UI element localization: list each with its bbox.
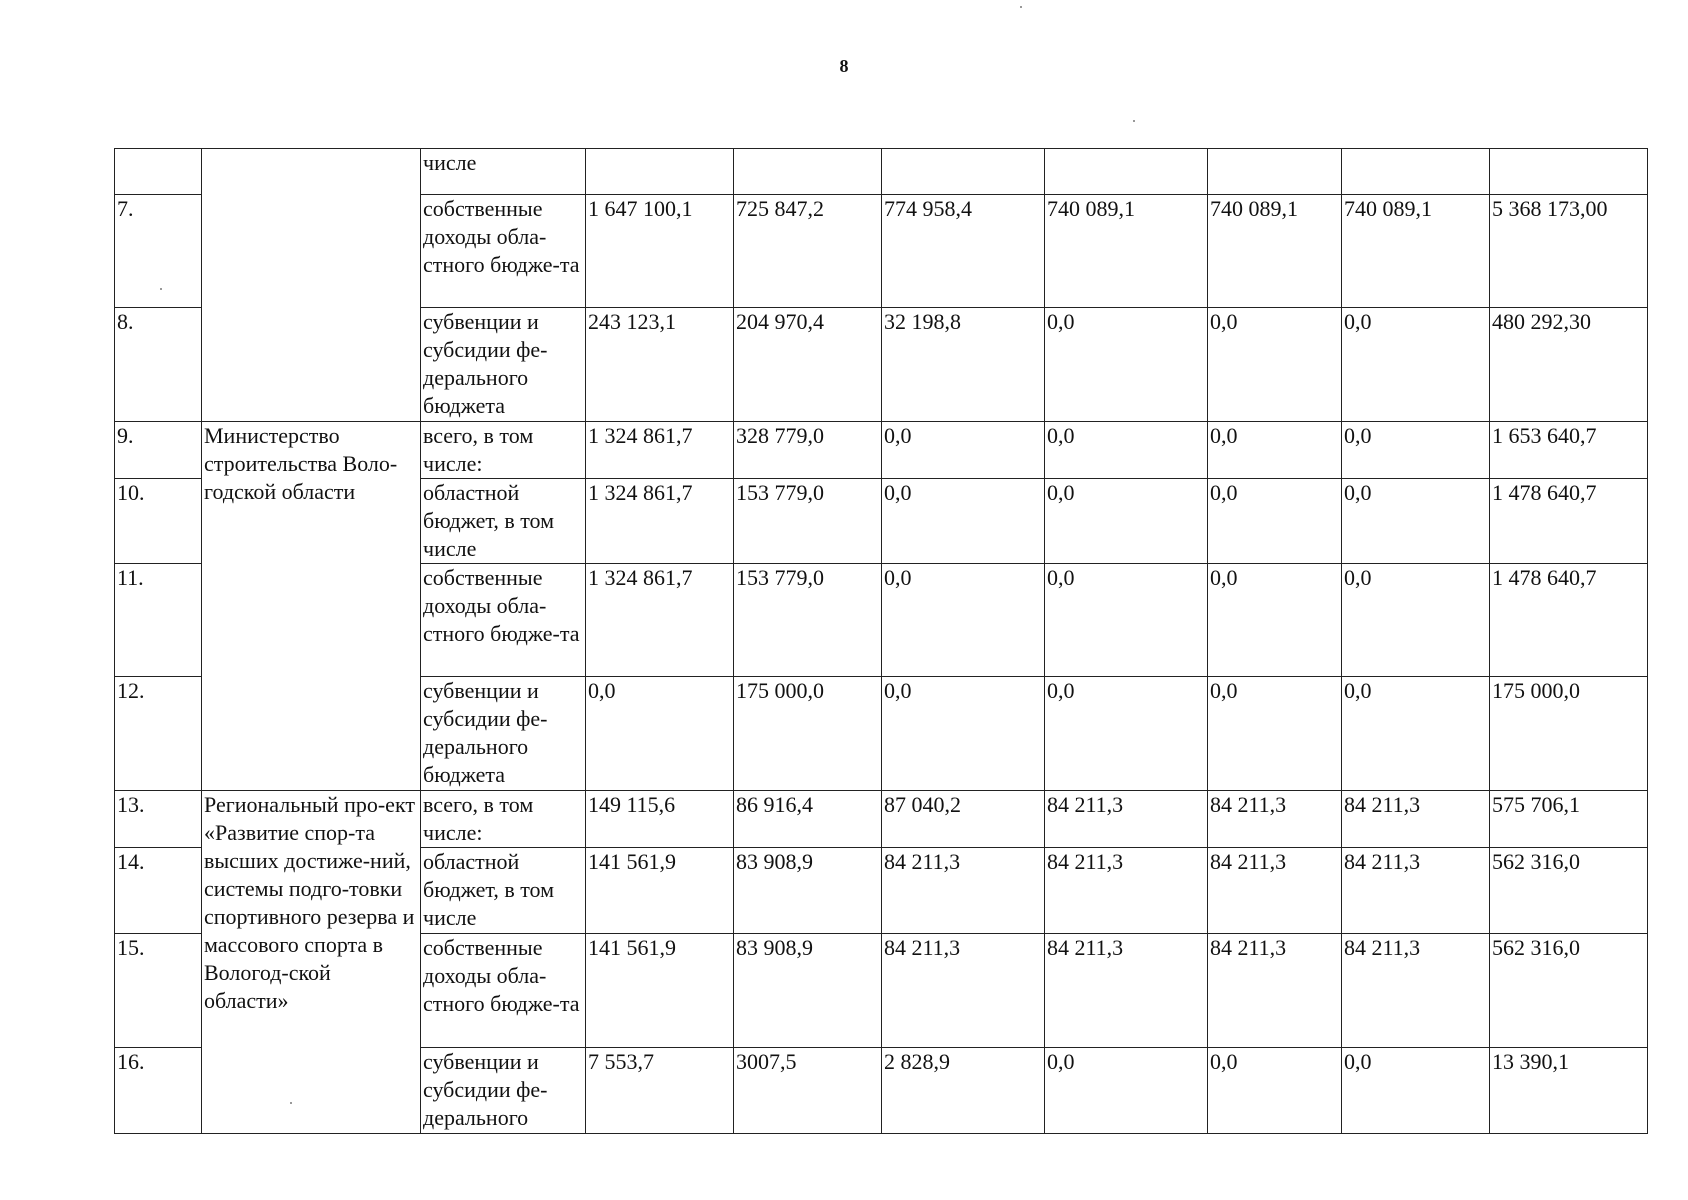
value-cell: 0,0 — [1045, 564, 1208, 677]
value-cell: 83 908,9 — [734, 848, 882, 934]
table-row — [115, 149, 1648, 195]
row-number: 9. — [115, 422, 202, 479]
value-cell: 725 847,2 — [734, 195, 882, 308]
value-cell: 153 779,0 — [734, 479, 882, 564]
total-cell: 562 316,0 — [1490, 934, 1648, 1048]
total-cell: 1 478 640,7 — [1490, 564, 1648, 677]
executor-cell-empty — [202, 149, 421, 422]
value-cell: 153 779,0 — [734, 564, 882, 677]
value-cell: 204 970,4 — [734, 308, 882, 422]
value-cell: 0,0 — [1342, 564, 1490, 677]
value-cell — [1208, 149, 1342, 195]
value-cell: 3007,5 — [734, 1048, 882, 1134]
value-cell: 0,0 — [1208, 677, 1342, 791]
funding-source: собственные доходы обла-стного бюдже-та — [421, 934, 586, 1048]
value-cell: 0,0 — [882, 677, 1045, 791]
total-cell: 5 368 173,00 — [1490, 195, 1648, 308]
executor-ministry: Министерство строительства Воло-годской области — [202, 422, 421, 791]
value-cell: 774 958,4 — [882, 195, 1045, 308]
value-cell: 740 089,1 — [1208, 195, 1342, 308]
value-cell: 0,0 — [1342, 479, 1490, 564]
value-cell: 84 211,3 — [882, 934, 1045, 1048]
value-cell: 0,0 — [1045, 422, 1208, 479]
funding-source: собственные доходы обла-стного бюдже-та — [421, 195, 586, 308]
value-cell: 84 211,3 — [1342, 848, 1490, 934]
value-cell: 86 916,4 — [734, 791, 882, 848]
value-cell: 7 553,7 — [586, 1048, 734, 1134]
value-cell: 141 561,9 — [586, 934, 734, 1048]
value-cell: 0,0 — [882, 422, 1045, 479]
total-cell: 175 000,0 — [1490, 677, 1648, 791]
value-cell: 175 000,0 — [734, 677, 882, 791]
value-cell: 83 908,9 — [734, 934, 882, 1048]
budget-table — [114, 148, 1648, 1134]
value-cell — [586, 149, 734, 195]
value-cell: 0,0 — [1342, 1048, 1490, 1134]
row-number: 12. — [115, 677, 202, 791]
value-cell: 0,0 — [1045, 308, 1208, 422]
total-cell: 480 292,30 — [1490, 308, 1648, 422]
funding-source: областной бюджет, в том числе — [421, 479, 586, 564]
funding-source: всего, в том числе: — [421, 791, 586, 848]
value-cell: 740 089,1 — [1342, 195, 1490, 308]
value-cell: 328 779,0 — [734, 422, 882, 479]
value-cell: 149 115,6 — [586, 791, 734, 848]
row-number: 7. — [115, 195, 202, 308]
value-cell: 1 647 100,1 — [586, 195, 734, 308]
value-cell: 32 198,8 — [882, 308, 1045, 422]
value-cell: 740 089,1 — [1045, 195, 1208, 308]
funding-source: субвенции и субсидии фе-дерального бюджета — [421, 677, 586, 791]
total-cell: 562 316,0 — [1490, 848, 1648, 934]
value-cell: 84 211,3 — [1208, 791, 1342, 848]
value-cell: 243 123,1 — [586, 308, 734, 422]
value-cell — [1045, 149, 1208, 195]
value-cell: 84 211,3 — [1342, 791, 1490, 848]
scan-speck — [1133, 120, 1135, 122]
value-cell: 0,0 — [1208, 564, 1342, 677]
scan-speck — [290, 1102, 292, 1104]
value-cell — [882, 149, 1045, 195]
scan-speck — [160, 288, 162, 290]
value-cell: 87 040,2 — [882, 791, 1045, 848]
row-number: 16. — [115, 1048, 202, 1134]
scan-speck — [1020, 6, 1022, 8]
value-cell: 0,0 — [1208, 308, 1342, 422]
total-cell: 1 653 640,7 — [1490, 422, 1648, 479]
table-row — [115, 422, 1648, 479]
funding-source: всего, в том числе: — [421, 422, 586, 479]
value-cell: 84 211,3 — [1208, 848, 1342, 934]
value-cell: 1 324 861,7 — [586, 479, 734, 564]
value-cell: 84 211,3 — [1045, 848, 1208, 934]
value-cell: 84 211,3 — [1045, 791, 1208, 848]
value-cell: 2 828,9 — [882, 1048, 1045, 1134]
value-cell: 0,0 — [1342, 308, 1490, 422]
value-cell: 0,0 — [1342, 422, 1490, 479]
value-cell: 141 561,9 — [586, 848, 734, 934]
page-number: 8 — [839, 56, 849, 76]
value-cell: 0,0 — [882, 479, 1045, 564]
value-cell: 0,0 — [1045, 479, 1208, 564]
value-cell: 1 324 861,7 — [586, 422, 734, 479]
value-cell: 84 211,3 — [882, 848, 1045, 934]
total-cell: 1 478 640,7 — [1490, 479, 1648, 564]
table-body — [115, 149, 1648, 1134]
table-row — [115, 791, 1648, 848]
value-cell: 0,0 — [1045, 677, 1208, 791]
value-cell — [734, 149, 882, 195]
value-cell: 84 211,3 — [1342, 934, 1490, 1048]
value-cell: 0,0 — [1208, 422, 1342, 479]
value-cell: 0,0 — [882, 564, 1045, 677]
total-cell: 13 390,1 — [1490, 1048, 1648, 1134]
funding-source: субвенции и субсидии фе-дерального — [421, 1048, 586, 1134]
executor-regional-project: Региональный про-ект «Развитие спор-та высших достиже-ний, системы подго-товки спортивного резерва и массового спорта в Вологод-ской области» — [202, 791, 421, 1134]
row-number: 13. — [115, 791, 202, 848]
value-cell: 1 324 861,7 — [586, 564, 734, 677]
value-cell: 0,0 — [1342, 677, 1490, 791]
funding-source: областной бюджет, в том числе — [421, 848, 586, 934]
row-number: 10. — [115, 479, 202, 564]
value-cell: 84 211,3 — [1208, 934, 1342, 1048]
funding-source: собственные доходы обла-стного бюдже-та — [421, 564, 586, 677]
row-number: 15. — [115, 934, 202, 1048]
row-number — [115, 149, 202, 195]
total-cell — [1490, 149, 1648, 195]
value-cell: 0,0 — [1208, 1048, 1342, 1134]
total-cell: 575 706,1 — [1490, 791, 1648, 848]
row-number: 8. — [115, 308, 202, 422]
funding-source: числе — [421, 149, 586, 195]
funding-source: субвенции и субсидии фе-дерального бюджета — [421, 308, 586, 422]
value-cell: 0,0 — [1208, 479, 1342, 564]
value-cell — [1342, 149, 1490, 195]
value-cell: 0,0 — [586, 677, 734, 791]
row-number: 14. — [115, 848, 202, 934]
row-number: 11. — [115, 564, 202, 677]
value-cell: 0,0 — [1045, 1048, 1208, 1134]
value-cell: 84 211,3 — [1045, 934, 1208, 1048]
